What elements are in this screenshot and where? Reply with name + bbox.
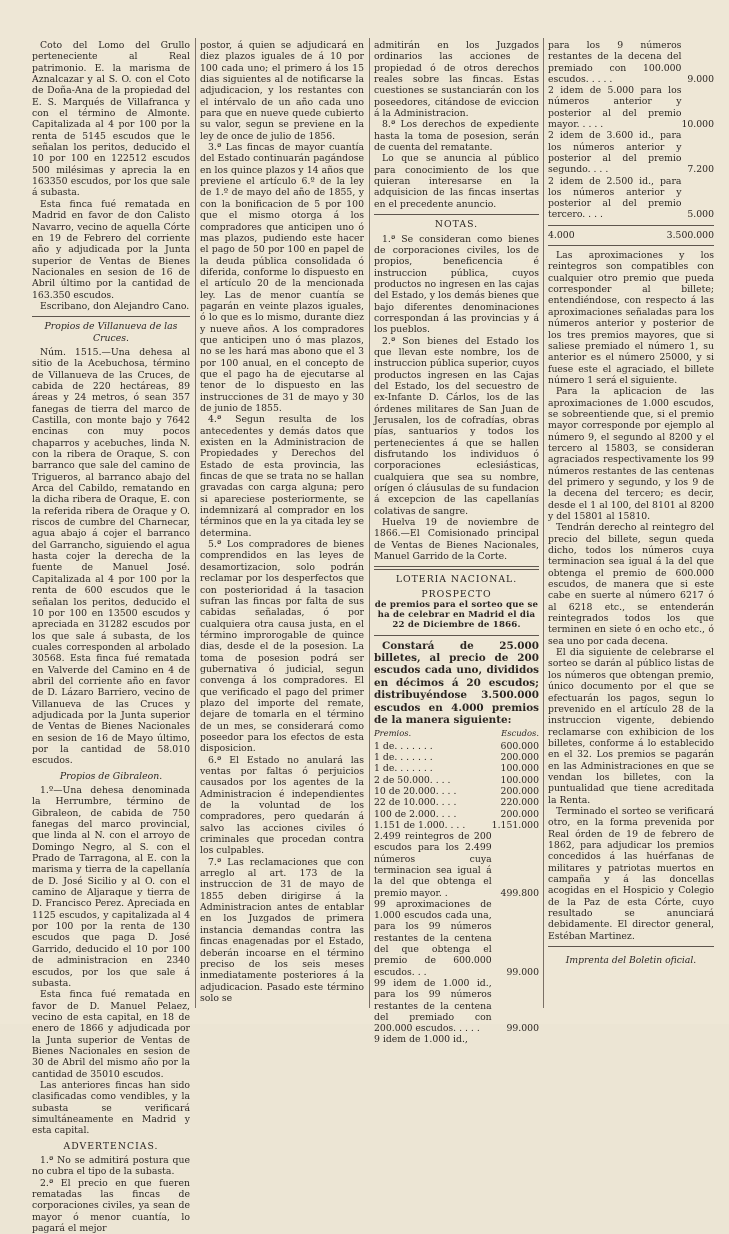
prize-label: 99 idem de 1.000 id., para los 99 números restantes de la centena del premiado con 200.000 escudos. . . . .: [374, 977, 492, 1035]
prize-amount: 99.000: [506, 966, 539, 978]
prize-label: 1 de. . . . . . .: [374, 740, 433, 752]
prize-table-continued: [548, 40, 714, 221]
paragraph: 4.ª Segun resulta de los antecedentes y demás datos que existen en la Administracion de Propiedades y Derechos del Estado de esta provincia, las fincas de que se trata no se hallan gravadas con carga alguna; pero si apareciese posteriormente, se indemnizará al comprador en los términos que en la ya citada ley se determina.: [200, 414, 364, 539]
lottery-lead: Constará de 25.000 billetes, al precio de 200 escudos cada uno, divididos en décimos á 20 escudos; distribuyéndose 3.500.000 escudos en 4.000 premios de la manera siguiente:: [374, 639, 539, 726]
paragraph: Huelva 19 de noviembre de 1866.—El Comisionado principal de Ventas de Bienes Nacionales, Manuel Garrido de la Corte.: [374, 517, 539, 563]
paragraph: Esta finca fué rematada en Madrid en favor de don Calisto Navarro, vecino de aquella Córte en 19 de Febrero del corriente año y adjudicada por la Junta superior de Ventas de Bienes Nacionales en sesion de 16 de Abril último por la cantidad de 163.350 escudos.: [32, 198, 190, 301]
divider: [374, 635, 539, 636]
paragraph: Coto del Lomo del Grullo perteneciente al Real patrimonio. E. la marisma de Aznalcazar y al S. O. con el Coto de Doña-Ana de la propiedad del E. S. Marqués de Villafranca y con el término de Almonte. Capitalizada al 4 por 100 por la renta de 5145 escudos que le señalan los peritos, deducido el 10 por 100 en 122512 escudos 500 milésimas y aprecia la en 163350 escudos, por los que sale á subasta.: [32, 40, 190, 199]
prize-label: 10 de 20.000. . . .: [374, 785, 457, 797]
total-amount: 3.500.000: [666, 229, 714, 241]
paragraph: 8.ª Los derechos de expediente hasta la toma de posesion, serán de cuenta del rematante.: [374, 119, 539, 154]
prize-row: [374, 797, 539, 808]
prize-row: [374, 763, 539, 774]
prize-amount: 10.000: [681, 119, 714, 131]
prize-row: [374, 786, 539, 797]
prize-amount: 499.800: [500, 887, 539, 899]
prize-label: 100 de 2.000. . . .: [374, 808, 457, 820]
prize-row: [374, 809, 539, 820]
divider: [32, 316, 190, 317]
paragraph: Lo que se anuncia al público para conocimiento de los que quieran interesarse en la adquisicion de las fincas insertas en el precedente anuncio.: [374, 153, 539, 210]
lottery-notice: de premios para el sorteo que se ha de celebrar en Madrid el dia 22 de Diciembre de 1866.: [374, 600, 539, 630]
section-heading: ADVERTENCIAS.: [63, 1140, 159, 1152]
paragraph: Las anteriores fincas han sido clasificadas como vendibles, y la subasta se verificará simultáneamente en Madrid y esta capital.: [32, 1079, 190, 1137]
prize-amount: 200.000: [500, 808, 539, 820]
section-heading: LOTERIA NACIONAL.: [395, 574, 518, 586]
prize-row: [548, 40, 714, 85]
prize-row: [548, 130, 714, 175]
paragraph: Las aproximaciones y los reintegros son compatibles con cualquier otro premio que pueda corresponder al billete; entendiéndose, con respecto á las aproximaciones señaladas para los números anterior y posterior de los tres premios mayores, que si saliese premiado el número 1, su anterior es el número 25000, y si fuese este el agraciado, el billete número 1 será el siguiente.: [548, 250, 714, 386]
column-rule: [543, 38, 544, 1008]
paragraph: 2.ª El precio en que fueren rematadas las fincas de corporaciones civiles, ya sean de mayor ó menor cuantía, lo pagará el mejor: [32, 1177, 190, 1234]
divider: [374, 566, 539, 570]
prize-label: 2 idem de 5.000 para los números anterior y posterior al del premio mayor. . . . .: [548, 85, 682, 131]
paragraph: 5.ª Los compradores de bienes comprendidos en las leyes de desamortizacion, solo podrán reclamar por los desperfectos que con posterioridad á la tasacion sufran las fincas por falta de sus cabidas señaladas, ó por cualquiera otra causa justa, en el término improrogable de quince dias, desde el de la posesion. La toma de posesion podrá ser gubernativa ó judicial, segun convenga á los compradores. El que verificado el pago del primer plazo del importe del remate, dejare de tomarla en el término de un mes, se considerará como poseedor para los efectos de esta disposicion.: [200, 539, 364, 755]
paragraph: 1.º—Una dehesa denominada la Herrumbre, término de Gibraleon, de cabida de 750 fanegas del marco provincial, que linda al N. con el arroyo de Domingo Negro, al S. con el Prado de Tarragona, al E. con la marisma y tierra de la capellanía de D. José Sicilio y al O. con el camino de Aljaraque y tierra de D. Francisco Perez. Apreciada en 1125 escudos, y capitalizada al 4 por 100 por la renta de 130 escudos que paga D. José Garrido, deducido el 10 por 100 de administracion en 2340 escudos, por los que sale á subasta.: [32, 785, 190, 989]
prize-label: 2 idem de 3.600 id., para los números anterior y posterior al del premio segundo. . . .: [548, 130, 682, 176]
prize-label: para los 9 números restantes de la decena del premiado con 100.000 escudos. . . . .: [548, 40, 682, 85]
paragraph: El dia siguiente de celebrarse el sorteo se darán al público listas de los números que obtengan premio, único documento por el que se efectuarán los pagos, segun lo prevenido en el artículo 28 de la instruccion vigente, debiendo reclamarse con exhibicion de los billetes, conforme á lo establecido en el 32. Los premios se pagarán en las Administraciones en que se vendan los billetes, con la puntualidad que tiene acreditada la Renta.: [548, 647, 714, 806]
prize-row: [374, 820, 539, 831]
paragraph: Esta finca fué rematada en favor de D. Manuel Pelaez, vecino de esta capital, en 18 de enero de 1866 y adjudicada por la Junta superior de Ventas de Bienes Nacionales en sesion de 30 de Abril del mismo año por la cantidad de 35010 escudos.: [32, 989, 190, 1080]
amount-col-label: Escudos.: [501, 728, 539, 739]
paragraph: 3.ª Las fincas de mayor cuantía del Estado continuarán pagándose en los quince plazos y 14 años que previene el artículo 6.º de la ley de 1.º de mayo del año de 1855, y con la bonificacion de 5 por 100 que el mismo otorga á los compradores que anticipen uno ó mas plazos, pudiendo este hacer el pago de 50 por 100 en papel de la deuda pública consolidada ó diferida, conforme lo dispuesto en el artículo 20 de la mencionada ley. Las de menor cuantía se pagarán en veinte plazos iguales, ó lo que es lo mismo, durante diez y nueve años. A los compradores que anticipen uno ó mas plazos, no se les hará mas abono que el 3 por 100 anual, en el concepto de que el pago ha de ejecutarse al tenor de lo dispuesto en las instrucciones de 31 de mayo y 30 de junio de 1855.: [200, 142, 364, 414]
prize-amount: 600.000: [500, 740, 539, 752]
prize-label: 22 de 10.000. . . .: [374, 797, 457, 809]
paragraph: 1.ª No se admitirá postura que no cubra el tipo de la subasta.: [32, 1155, 190, 1178]
prize-row: [374, 752, 539, 763]
prize-label: 2.499 reintegros de 200 escudos para los 2.499 números cuya terminacion sea igual á la del que obtenga el premio mayor. .: [374, 831, 492, 899]
section-heading: Propios de Gibraleon.: [59, 770, 163, 782]
section-heading: PROSPECTO: [421, 588, 492, 600]
paragraph: postor, á quien se adjudicará en diez plazos iguales de á 10 por 100 cada uno; el primero á los 15 dias siguientes al de notificarse la adjudicacion, y los restantes con el intérvalo de un año cada uno para que en nueve quede cubierto su valor, segun se previene en la ley de once de julio de 1856.: [200, 40, 364, 142]
paragraph: 1.ª Se consideran como bienes de corporaciones civiles, los de propios, beneficencia é instruccion pública, cuyos productos no ingresen en las cajas del Estado, y los demás bienes que bajo diferentes denominaciones correspondan á las provincias y á los pueblos.: [374, 233, 539, 336]
prize-row: [374, 831, 539, 899]
divider: [548, 225, 714, 226]
prize-row: [548, 176, 714, 221]
prize-total-row: [548, 230, 714, 241]
divider: [374, 214, 539, 215]
printer-footer: Imprenta del Boletin oficial.: [565, 955, 697, 967]
prize-label: 99 aproximaciones de 1.000 escudos cada una, para los 99 números restantes de la centena del que obtenga el premio de 600.000 escudos. . .: [374, 898, 492, 978]
divider: [548, 946, 714, 947]
prize-row: [374, 741, 539, 752]
paragraph: 2.ª Son bienes del Estado los que llevan este nombre, los de instruccion pública superior, cuyos productos ingresen en las Cajas del Estado, los del secuestro de ex-Infante D. Cárlos, los de las órdenes militares de San Juan de Jerusalen, los de cofradías, obras pías, santuarios y todos los pertenecientes á que se hallen disfrutando los individuos ó corporaciones eclesiásticas, cualquiera que sea su nombre, orígen ó cláusulas de su fundacion á excepcion de las capellanías colativas de sangre.: [374, 335, 539, 517]
prize-amount: 5.000: [687, 209, 714, 221]
prize-amount: 1.151.000: [491, 819, 539, 831]
paragraph: Núm. 1515.—Una dehesa al sitio de la Acebuchosa, término de Villanueva de las Cruces, de cabida de 220 hectáreas, 89 áreas y 24 metros, ó sean 357 fanegas de tierra del marco de Castilla, con monte bajo y 7642 encinas con muy pocos chaparros y acebuches, linda N. con la ribera de Oraque, S. con barranco que sale del camino de Trigueros, al barranco abajo del Arca del Cabildo, rematando en la dicha ribera de Oraque, E. con la referida ribera de Oraque y O. riscos de cumbre del Charnecar, agua abajo á cojer el barranco del Garrancho, siguiendo el agua hasta cojer la derecha de la fuente de Manuel José. Capitalizada al 4 por 100 por la renta de 600 escudos que le señalan los peritos, deducido el 10 por 100 en 13500 escudos y apreciada en 31282 escudos por los que sale á subasta, de los cuales corresponden al arbolado 30568. Esta finca fué rematada en Valverde del Camino en 4 de abril del corriente año en favor de D. Lázaro Barriero, vecino de Villanueva de las Cruces y adjudicada por la Junta superior de Ventas de Bienes Nacionales en sesion de 16 de Mayo último, por la cantidad de 58.010 escudos.: [32, 346, 190, 767]
prize-amount: 100.000: [500, 774, 539, 786]
prize-col-label: Premios.: [374, 728, 412, 739]
prize-row: [374, 978, 539, 1034]
prize-amount: 9.000: [687, 73, 714, 85]
paragraph: Terminado el sorteo se verificará otro, en la forma prevenida por Real órden de 19 de febrero de 1862, para adjudicar los premios concedidos á las huérfanas de militares y patriotas muertos en campaña y á las doncellas acogidas en el Hospicio y Colegio de la Paz de esta Córte, cuyo resultado se anunciará debidamente. El director general, Estéban Martinez.: [548, 805, 714, 942]
column-1: [32, 40, 190, 1234]
section-heading: NOTAS.: [434, 219, 479, 231]
prize-amount: 99.000: [506, 1023, 539, 1035]
prize-amount: 220.000: [500, 797, 539, 809]
paragraph: 6.ª El Estado no anulará las ventas por faltas ó perjuicios causados por los agentes de la Administracion é independientes de la voluntad de los compradores, pero quedarán á salvo las acciones civiles ó criminales que procedan contra los culpables.: [200, 754, 364, 857]
prize-label: 2 de 50.000. . . .: [374, 774, 451, 786]
paragraph: Escribano, don Alejandro Cano.: [40, 300, 190, 312]
prize-amount: 7.200: [687, 164, 714, 176]
paragraph: Para la aplicacion de las aproximaciones de 1.000 escudos, se sobreentiende que, si el premio mayor corresponde por ejemplo al número 9, el segundo al 8200 y el tercero al 15803, se consideran agraciados respectivamente los 99 números restantes de las centenas del primero y segundo, y los 9 de la decena del tercero; es decir, desde el 1 al 100, del 8101 al 8200 y del 15801 al 15810.: [548, 386, 714, 522]
prize-amount: [492, 1034, 539, 1045]
column-rule: [369, 38, 370, 1008]
prize-amount: 100.000: [500, 763, 539, 775]
prize-row: [374, 775, 539, 786]
paragraph: admitirán en los Juzgados ordinarios las acciones de propiedad ó de otros derechos reales sobre las fincas. Estas cuestiones se sustanciarán con los poseedores, citándose de eviccion á la Administracion.: [374, 40, 539, 120]
prize-label: 9 idem de 1.000 id.,: [374, 1034, 468, 1046]
column-4: [548, 40, 714, 1012]
paragraph: Tendrán derecho al reintegro del precio del billete, segun queda dicho, todos los números cuya terminacion sea igual á la del que obtenga el premio de 600.000 escudos, de manera que si este cabe en suerte al número 6217 ó al 6218 etc., se entenderán reintegrados todos los que terminen en siete ó en ocho etc., ó sea uno por cada decena.: [548, 522, 714, 647]
prize-label: 2 idem de 2.500 id., para los números anterior y posterior al del premio tercero. . . .: [548, 175, 682, 221]
column-rule: [195, 38, 196, 1008]
prize-label: 1 de. . . . . . .: [374, 763, 433, 775]
prize-table: [374, 741, 539, 1046]
paragraph: 7.ª Las reclamaciones que con arreglo al art. 173 de la instruccion de 31 de mayo de 1855 deben dirigirse á la Administracion antes de entablar en los Juzgados de primera instancia demandas contra las fincas enagenadas por el Estado, deberán incoarse en el término preciso de los seis meses inmediatamente posteriores á la adjudicacion. Pasado este término solo se: [200, 856, 364, 1004]
column-2: [200, 40, 364, 1012]
total-count: 4.000: [548, 229, 575, 241]
prize-table-header: [374, 728, 539, 739]
prize-row: [374, 899, 539, 978]
prize-row: [548, 85, 714, 130]
prize-row: [374, 1034, 539, 1045]
section-heading: Propios de Villanueva de las Cruces.: [44, 321, 178, 344]
prize-label: 1 de. . . . . . .: [374, 752, 433, 764]
prize-amount: 200.000: [500, 752, 539, 764]
prize-amount: 200.000: [500, 785, 539, 797]
prize-label: 1.151 de 1.000. . . .: [374, 819, 466, 831]
divider: [548, 245, 714, 246]
column-3: [374, 40, 539, 1046]
